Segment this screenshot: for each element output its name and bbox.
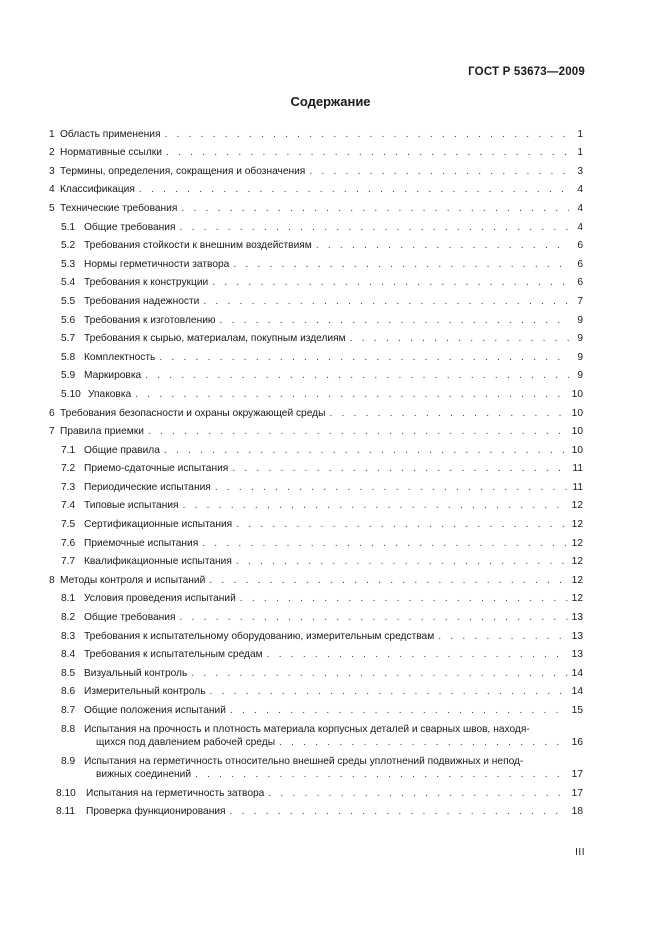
toc-dot-leader — [166, 146, 569, 159]
toc-entry-page: 12 — [571, 500, 583, 512]
toc-entry-line — [61, 736, 583, 750]
toc-entry-number: 5.10 — [61, 388, 81, 400]
toc-entry — [49, 271, 583, 290]
toc-entry-number: 7.7 — [61, 556, 76, 568]
toc-entry-title: Общие положения испытаний — [84, 705, 226, 716]
toc-entry-title: Квалификационные испытания — [84, 556, 232, 568]
toc-entry-page: 16 — [571, 737, 583, 749]
toc-entry-number: 8.11 — [56, 806, 76, 818]
toc-entry-title: Требования стойкости к внешним воздействиям — [84, 240, 312, 252]
toc-entry-page: 12 — [571, 537, 583, 549]
toc-entry — [49, 345, 583, 364]
toc-dot-leader — [145, 369, 569, 382]
toc-entry-number: 8.6 — [61, 686, 76, 698]
toc-entry-title-continued: щихся под давлением рабочей среды — [96, 737, 276, 749]
toc-entry-title: Требования к конструкции — [84, 277, 209, 289]
toc-entry-title: Нормы герметичности затвора — [84, 258, 230, 270]
toc-entry — [49, 749, 583, 781]
toc-dot-leader — [135, 388, 567, 401]
toc-dot-leader — [279, 736, 568, 749]
toc-dot-leader — [210, 685, 568, 698]
toc-entry-number: 8.10 — [56, 787, 76, 799]
toc-entry — [49, 717, 583, 749]
toc-entry-title: Требования к изготовлению — [84, 314, 216, 326]
toc-dot-leader — [438, 630, 567, 643]
toc-dot-leader — [350, 332, 569, 345]
toc-dot-leader — [183, 499, 568, 512]
toc-entry-title: Периодические испытания — [84, 481, 211, 493]
toc-dot-leader — [232, 462, 568, 475]
toc-entry-number: 8.9 — [61, 755, 76, 767]
toc-entry-title: Визуальный контроль — [84, 667, 188, 679]
toc-entry-title: Требования надежности — [84, 295, 200, 307]
toc-entry-number: 4 — [49, 184, 55, 196]
toc-entry — [49, 327, 583, 346]
toc-entry-page: 3 — [577, 165, 583, 177]
toc-entry-page: 13 — [571, 612, 583, 624]
toc-dot-leader — [164, 128, 569, 141]
toc-entry — [49, 661, 583, 680]
toc-entry — [49, 141, 583, 160]
toc-entry-number: 8.1 — [61, 593, 76, 605]
toc-dot-leader — [309, 165, 569, 178]
toc-entry — [49, 457, 583, 476]
toc-entry — [49, 382, 583, 401]
toc-dot-leader — [180, 221, 569, 234]
toc-entry — [49, 401, 583, 420]
toc-entry — [49, 781, 583, 800]
toc-entry-number: 7 — [49, 426, 55, 438]
toc-entry-title: Требования к испытательному оборудованию, измерительным средствам — [84, 630, 435, 642]
toc-entry-page: 12 — [571, 556, 583, 568]
toc-entry-number: 5.5 — [61, 295, 76, 307]
toc-entry — [49, 308, 583, 327]
toc-entry — [49, 605, 583, 624]
toc-entry-title: Приемо-сдаточные испытания — [84, 463, 229, 475]
toc-dot-leader — [233, 258, 569, 271]
toc-entry-page: 17 — [571, 787, 583, 799]
toc-entry-number: 7.1 — [61, 444, 76, 456]
toc-entry-number: 8.2 — [61, 612, 76, 624]
toc-entry-page: 15 — [571, 705, 583, 716]
toc-entry-page: 9 — [577, 370, 583, 382]
toc-entry-number: 5.6 — [61, 314, 76, 326]
toc-entry-title: Испытания на герметичность относительно внешней среды уплотнений подвижных и непод- — [84, 755, 524, 767]
toc-entry-page: 9 — [577, 333, 583, 345]
toc-entry-page: 6 — [577, 277, 583, 289]
toc-entry-page: 12 — [571, 593, 583, 605]
toc-title: Содержание — [290, 94, 371, 109]
toc-entry-page: 6 — [577, 240, 583, 252]
toc-entry-number: 7.4 — [61, 500, 76, 512]
toc-entry-number: 7.6 — [61, 537, 76, 549]
toc-dot-leader — [191, 667, 567, 680]
toc-entry-number: 8 — [49, 574, 55, 586]
toc-entry — [49, 475, 583, 494]
toc-entry — [49, 252, 583, 271]
toc-entry-page: 14 — [571, 686, 583, 698]
table-of-contents — [49, 122, 583, 818]
toc-dot-leader — [203, 295, 569, 308]
toc-entry-page: 13 — [571, 649, 583, 661]
toc-dot-leader — [139, 183, 569, 196]
toc-entry-line — [61, 749, 583, 768]
toc-entry-number: 5.4 — [61, 277, 76, 289]
toc-entry-line — [61, 768, 583, 782]
toc-entry — [49, 624, 583, 643]
toc-entry-page: 14 — [571, 667, 583, 679]
toc-entry-page: 10 — [571, 444, 583, 456]
toc-entry — [49, 494, 583, 513]
toc-dot-leader — [316, 239, 569, 252]
toc-entry-title: Приемочные испытания — [84, 537, 199, 549]
toc-entry — [49, 643, 583, 662]
toc-entry-number: 5.2 — [61, 240, 76, 252]
toc-entry-title: Испытания на герметичность затвора — [86, 787, 265, 799]
toc-entry-title: Комплектность — [84, 351, 156, 363]
toc-entry-title: Проверка функционирования — [86, 806, 226, 818]
toc-entry-title: Нормативные ссылки — [60, 147, 162, 159]
toc-entry — [49, 698, 583, 717]
toc-entry-number: 5.9 — [61, 370, 76, 382]
toc-dot-leader — [159, 351, 569, 364]
toc-entry-number: 6 — [49, 407, 55, 419]
toc-entry — [49, 512, 583, 531]
toc-entry-page: 4 — [577, 221, 583, 233]
toc-entry — [49, 568, 583, 587]
toc-entry-number: 3 — [49, 165, 55, 177]
toc-entry-title: Измерительный контроль — [84, 686, 206, 698]
toc-dot-leader — [236, 555, 568, 568]
toc-entry — [49, 122, 583, 141]
toc-dot-leader — [268, 787, 567, 800]
toc-dot-leader — [209, 574, 567, 587]
toc-dot-leader — [329, 407, 567, 420]
toc-dot-leader — [164, 444, 568, 457]
toc-entry-number: 7.3 — [61, 481, 76, 493]
toc-dot-leader — [230, 704, 568, 717]
toc-entry-title: Методы контроля и испытаний — [60, 574, 206, 586]
toc-entry-title: Общие правила — [84, 444, 160, 456]
toc-entry-page: 1 — [577, 147, 583, 159]
toc-entry-title: Классификация — [60, 184, 135, 196]
toc-entry-number: 7.2 — [61, 463, 76, 475]
toc-entry — [49, 550, 583, 569]
page-number: III — [575, 847, 585, 858]
toc-entry-page: 12 — [571, 519, 583, 531]
toc-entry — [49, 178, 583, 197]
toc-entry-page: 6 — [577, 258, 583, 270]
toc-entry-page: 4 — [577, 184, 583, 196]
toc-entry-page: 10 — [571, 426, 583, 438]
toc-entry-title: Требования безопасности и охраны окружающей среды — [60, 407, 326, 419]
toc-dot-leader — [212, 276, 569, 289]
toc-entry — [49, 159, 583, 178]
toc-entry-number: 8.4 — [61, 649, 76, 661]
toc-entry-page: 11 — [572, 481, 583, 493]
toc-entry-page: 11 — [572, 463, 583, 475]
toc-dot-leader — [220, 314, 569, 327]
toc-entry — [49, 215, 583, 234]
toc-entry-title: Правила приемки — [60, 426, 144, 438]
toc-entry-title: Упаковка — [88, 388, 132, 400]
toc-dot-leader — [148, 425, 568, 438]
toc-entry-number: 5.1 — [61, 221, 76, 233]
toc-dot-leader — [230, 805, 568, 818]
toc-entry-page: 1 — [577, 128, 583, 140]
toc-entry-title-continued: вижных соединений — [96, 769, 192, 781]
toc-entry-page: 18 — [571, 806, 583, 818]
toc-entry-number: 5.8 — [61, 351, 76, 363]
toc-entry-number: 2 — [49, 147, 55, 159]
toc-entry-number: 7.5 — [61, 519, 76, 531]
toc-entry — [49, 438, 583, 457]
toc-dot-leader — [195, 768, 568, 781]
toc-dot-leader — [240, 592, 568, 605]
toc-entry-page: 4 — [577, 202, 583, 214]
toc-entry-page: 12 — [571, 574, 583, 586]
toc-entry-line — [61, 717, 583, 736]
toc-entry-page: 9 — [577, 314, 583, 326]
toc-entry — [49, 531, 583, 550]
toc-entry-number: 8.5 — [61, 667, 76, 679]
toc-entry — [49, 800, 583, 819]
toc-entry-page: 17 — [571, 769, 583, 781]
toc-entry-title: Общие требования — [84, 221, 176, 233]
toc-entry-title: Область применения — [60, 128, 161, 140]
toc-entry-number: 8.3 — [61, 630, 76, 642]
toc-entry — [49, 289, 583, 308]
toc-entry-title: Условия проведения испытаний — [84, 593, 236, 605]
toc-entry-page: 7 — [577, 295, 583, 307]
toc-dot-leader — [202, 537, 567, 550]
toc-dot-leader — [180, 611, 568, 624]
toc-entry-title: Требования к испытательным средам — [84, 649, 263, 661]
standard-code: ГОСТ Р 53673—2009 — [468, 66, 585, 78]
toc-entry-title: Сертификационные испытания — [84, 519, 233, 531]
toc-entry-page: 10 — [571, 407, 583, 419]
toc-entry-title: Требования к сырью, материалам, покупным изделиям — [84, 333, 346, 345]
toc-entry — [49, 234, 583, 253]
toc-dot-leader — [267, 648, 568, 661]
toc-entry — [49, 420, 583, 439]
toc-entry-number: 1 — [49, 128, 55, 140]
toc-entry-number: 8.7 — [61, 705, 76, 716]
toc-entry-page: 9 — [577, 351, 583, 363]
toc-entry-title: Маркировка — [84, 370, 142, 382]
toc-entry — [49, 680, 583, 699]
toc-entry — [49, 196, 583, 215]
toc-entry-page: 10 — [571, 388, 583, 400]
toc-entry-title: Термины, определения, сокращения и обозначения — [60, 165, 306, 177]
toc-entry-number: 8.8 — [61, 723, 76, 735]
toc-entry-number: 5.7 — [61, 333, 76, 345]
toc-entry-page: 13 — [571, 630, 583, 642]
toc-dot-leader — [236, 518, 567, 531]
toc-entry-title: Типовые испытания — [84, 500, 179, 512]
toc-entry — [49, 364, 583, 383]
toc-entry-number: 5 — [49, 202, 55, 214]
toc-dot-leader — [181, 202, 569, 215]
toc-entry-title: Общие требования — [84, 612, 176, 624]
toc-entry-title: Технические требования — [60, 202, 178, 214]
toc-entry-number: 5.3 — [61, 258, 76, 270]
toc-entry — [49, 587, 583, 606]
toc-entry-title: Испытания на прочность и плотность материала корпусных деталей и сварных швов, находя- — [84, 723, 530, 735]
toc-dot-leader — [215, 481, 569, 494]
